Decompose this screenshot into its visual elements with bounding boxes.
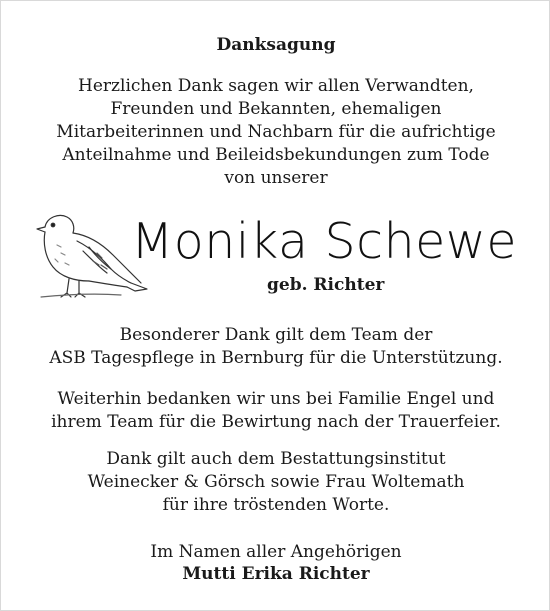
intro-line: Mitarbeiterinnen und Nachbarn für die aufrichtige: [56, 122, 496, 142]
text-line: Besonderer Dank gilt dem Team der: [119, 325, 433, 345]
signature: Mutti Erika Richter: [182, 564, 370, 584]
text-line: für ihre tröstenden Worte.: [162, 495, 390, 515]
text-line: Im Namen aller Angehörigen: [150, 542, 402, 562]
intro-line: von unserer: [224, 168, 328, 188]
closing-line: [1, 541, 550, 564]
thanks-paragraph: [1, 448, 550, 517]
text-line: Weiterhin bedanken wir uns bei Familie Engel und: [57, 389, 495, 409]
thanks-paragraph: [1, 324, 550, 370]
notice-heading: Danksagung: [216, 35, 336, 55]
text-line: Weinecker & Görsch sowie Frau Woltemath: [87, 472, 465, 492]
deceased-name: Monika Schewe: [131, 213, 518, 270]
thanks-paragraph: [1, 388, 550, 434]
text-line: ASB Tagespflege in Bernburg für die Unterstützung.: [49, 348, 503, 368]
text-line: Dank gilt auch dem Bestattungsinstitut: [106, 449, 446, 469]
intro-line: Freunden und Bekannten, ehemaligen: [110, 99, 442, 119]
text-line: ihrem Team für die Bewirtung nach der Trauerfeier.: [51, 412, 501, 432]
maiden-name: geb. Richter: [267, 275, 385, 295]
intro-text: [1, 75, 550, 190]
intro-line: Herzlichen Dank sagen wir allen Verwandten,: [78, 76, 474, 96]
intro-line: Anteilnahme und Beileidsbekundungen zum Tode: [62, 145, 490, 165]
